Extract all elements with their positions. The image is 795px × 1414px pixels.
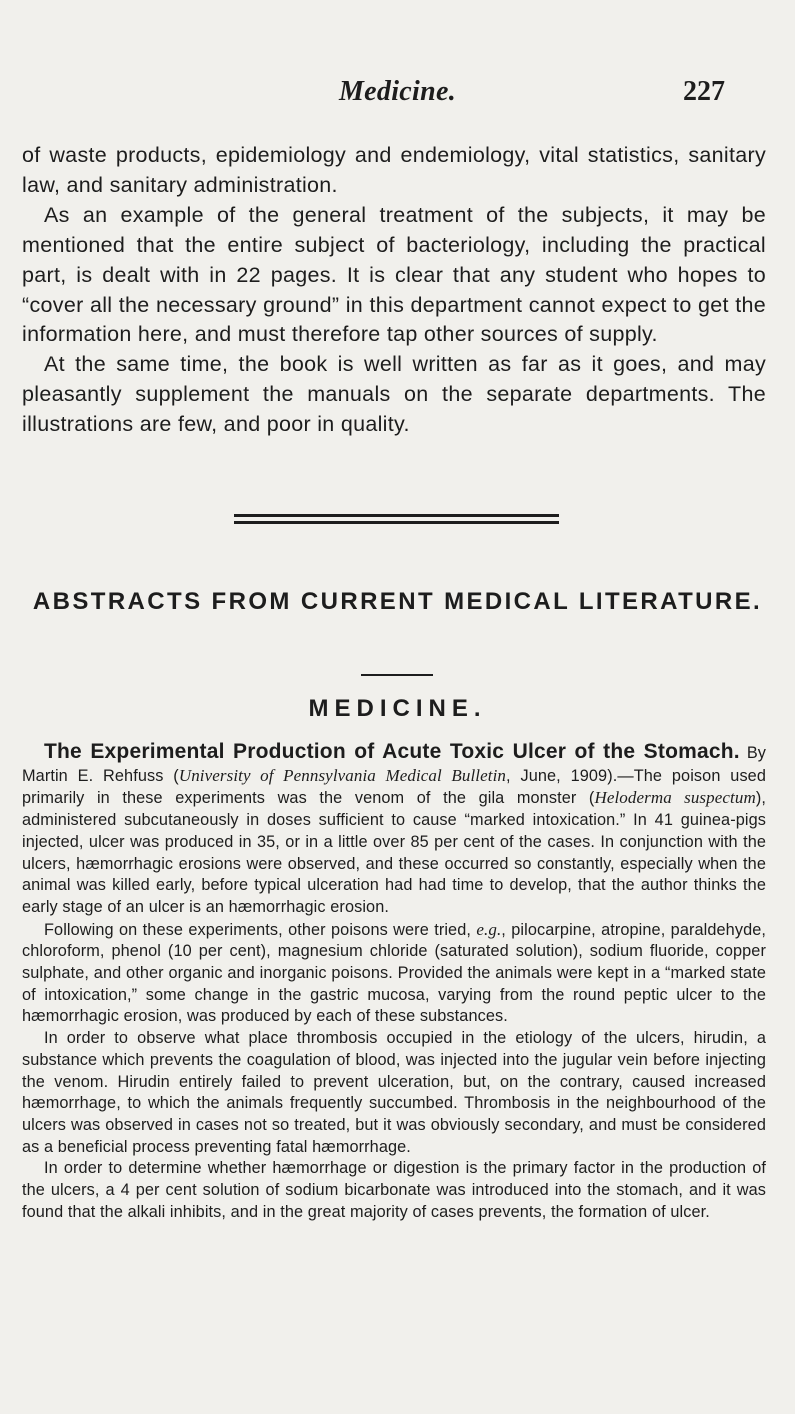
heading-rule	[361, 674, 433, 676]
divider-line	[234, 514, 559, 517]
review-continuation	[22, 141, 766, 440]
article-paragraph	[22, 919, 766, 1029]
section-heading: ABSTRACTS FROM CURRENT MEDICAL LITERATURE.	[32, 588, 763, 615]
running-title: Medicine.	[338, 76, 456, 107]
review-paragraph: of waste products, epidemiology and endemiology, vital statistics, sanitary law, and sanitary administration.	[22, 143, 766, 197]
article-paragraph: In order to observe what place thrombosis occupied in the etiology of the ulcers, hirudin, a substance which prevents the coagulation of blood, was injected into the jugular vein before injecting the venom. Hirudin entirely failed to prevent ulceration, but, on the contrary, caused increased hæmorrhage, to which the animals frequently succumbed. Thrombosis in the neighbourhood of the ulcers was observed in cases not so treated, but it was obviously secondary, and must be considered as a beneficial process preventing fatal hæmorrhage.	[22, 1029, 766, 1156]
abbreviation: e.g.	[476, 919, 502, 939]
article-title: The Experimental Production of Acute Toxic Ulcer of the Stomach.	[44, 740, 740, 763]
section-divider	[234, 514, 559, 528]
page-header	[0, 76, 795, 116]
divider-line	[234, 521, 559, 524]
article-text: ), administered subcutaneously in doses sufficient to cause “marked intoxication.” In 41 guinea-pigs injected, ulcer was produced in 35, or in a little over 85 per cent of the cases. In conjunction with the ulcers, hæmorrhagic erosions were observed, and these occurred so constantly, especially when the animal was killed early, before typical ulceration had had time to develop, that the author thinks the early stage of an ulcer is an hæmorrhagic erosion.	[22, 789, 766, 916]
article-paragraph: In order to determine whether hæmorrhage or digestion is the primary factor in the production of the ulcers, a 4 per cent solution of sodium bicarbonate was introduced into the stomach, and it was found that the alkali inhibits, and in the great majority of cases prevents, the formation of ulcer.	[22, 1159, 766, 1221]
subsection-heading: MEDICINE.	[308, 695, 487, 722]
byline: By Martin E. Rehfuss (	[22, 744, 767, 785]
journal-name: University of Pennsylvania Medical Bulletin	[178, 765, 507, 785]
article-paragraph	[22, 741, 766, 919]
citation-text: , June, 1909).—The poison used primarily in these experiments was the venom of the gila monster (	[22, 766, 766, 808]
abstract-article	[22, 741, 766, 1223]
article-text: Following on these experiments, other poisons were tried,	[44, 920, 477, 939]
page-number: 227	[683, 76, 725, 107]
review-paragraph: At the same time, the book is well written as far as it goes, and may pleasantly supplement the manuals on the separate departments. The illustrations are few, and poor in quality.	[22, 352, 766, 437]
article-text: , pilocarpine, atropine, paraldehyde, chloroform, phenol (10 per cent), magnesium chloride (saturated solution), sodium fluoride, copper sulphate, and other organic and inorganic poisons. Provided the animals were kept in a “marked state of intoxication,” some change in the gastric mucosa, varying from the round peptic ulcer to the hæmorrhagic erosion, was produced by each of these substances.	[22, 920, 767, 1026]
species-name: Heloderma suspectum	[594, 788, 756, 808]
review-paragraph: As an example of the general treatment of the subjects, it may be mentioned that the entire subject of bacteriology, including the practical part, is dealt with in 22 pages. It is clear that any student who hopes to “cover all the necessary ground” in this department cannot expect to get the information here, and must therefore tap other sources of supply.	[22, 202, 766, 347]
